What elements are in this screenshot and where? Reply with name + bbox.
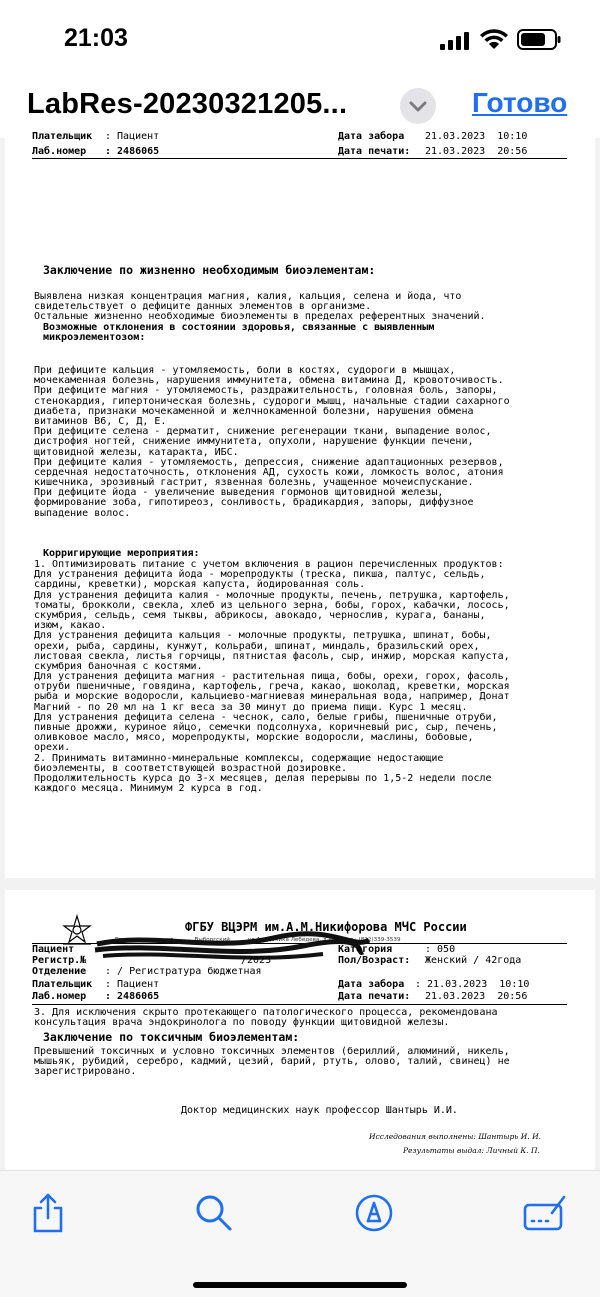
text-line: 3. Для исключения скрыто протекающего патологического процесса, рекомендована: [34, 1007, 498, 1018]
text-line: диабета, признаки мочекаменной и желчнокаменной болезни, нарушения обмена: [34, 405, 474, 417]
text-line: стенокардия, гипертоническая болезнь, судороги мышц, начальные стадии сахарного: [34, 395, 510, 407]
bottom-toolbar: [0, 1170, 600, 1297]
text-line: скумбрия баночная с костями.: [34, 660, 203, 672]
text-line: Выявлена низкая концентрация магния, калия, кальция, селена и йода, что: [34, 291, 462, 302]
text-line: Для устранения дефицита кальция - молочные продукты, петрушка, шпинат, бобы,: [34, 630, 492, 642]
text-line: орехи.: [34, 742, 71, 754]
edit-icon[interactable]: [522, 1191, 566, 1235]
text-line: скумбрия, сельдь, семя тыквы, абрикосы, авокадо, чернослив, курага, бананы,: [34, 609, 486, 621]
text-line: орехи, рыба, сардины, кунжут, кольраби, шпинат, миндаль, бразильский орех,: [34, 640, 480, 652]
text-line: Превышений токсичных и условно токсичных элементов (бериллий, алюминий, никель,: [34, 1046, 510, 1057]
text-line: кишечника, эрозивный гастрит, язвенная болезнь, учащенное мочеиспускание.: [34, 477, 474, 489]
text-line: витаминов В6, С, Д, Е.: [34, 415, 167, 427]
text-line: При дефиците йода - увеличение выведения гормонов щитовидной железы,: [34, 487, 444, 499]
text-line: томаты, брокколи, свекла, хлеб из цельного зерна, бобы, горох, кабачки, лосось,: [34, 599, 510, 611]
text-line: Продолжительность курса до 3-х месяцев, делая перерывы по 1,5-2 недели после: [34, 772, 492, 784]
status-time: 21:03: [64, 24, 128, 52]
text-line: каждого месяца. Минимум 2 курса в год.: [34, 783, 263, 795]
text-line: Возможные отклонения в состоянии здоровья, связанные с выявленным: [43, 322, 435, 333]
header-divider: [32, 1004, 567, 1005]
text-line: свидетельствует о дефиците данных элементов в организме.: [34, 301, 372, 313]
issued-by: Результаты выдал: Личный К. П.: [403, 1146, 540, 1155]
category-value: : 050: [425, 944, 456, 955]
deviations-text: [34, 366, 574, 519]
text-line: изюм, какао.: [34, 620, 107, 632]
print-date-label: Дата печати:: [338, 146, 411, 157]
done-button[interactable]: Готово: [472, 87, 568, 118]
home-indicator: [193, 1282, 407, 1288]
text-line: Для устранения дефицита селена - чеснок, сало, белые грибы, пшеничные отруби,: [34, 711, 498, 723]
category-label: Категория: [338, 944, 393, 955]
nav-bar: [0, 78, 600, 138]
measures-title: Корригирующие мероприятия:: [43, 548, 200, 559]
text-line: оливковое масло, мясо, морепродукты, морские водоросли, маслины, бобовые,: [34, 732, 474, 744]
toxic-text: [34, 1047, 574, 1078]
battery-icon: [517, 29, 561, 50]
markup-icon[interactable]: [352, 1191, 396, 1235]
measures-text: [34, 560, 574, 794]
text-line: Остальные жизненно необходимые биоэлементы в пределах референтных значений.: [34, 311, 486, 323]
department-value: : / Регистратура бюджетная: [105, 966, 262, 977]
text-line: мышьяк, рубидий, серебро, кадмий, цезий, барий, ртуть, олово, талий, свинец) не: [34, 1056, 510, 1068]
text-line: Для устранения дефицита калия - молочные продукты, печень, петрушка, картофель,: [34, 589, 510, 601]
text-line: При дефиците селена - дерматит, снижение регенерации ткани, выпадение волос,: [34, 426, 492, 438]
text-line: мочекаменная болезнь, нарушения иммунитета, обмена витамина Д, кровоточивость.: [34, 375, 504, 387]
sex-age-label: Пол/Возраст:: [338, 955, 411, 966]
print-date-label: Дата печати:: [338, 991, 411, 1002]
lab-number-value: : 2486065: [105, 991, 160, 1002]
sample-date-value: : 21.03.2023 10:10: [415, 979, 530, 990]
lab-number-value: : 2486065: [105, 146, 160, 157]
text-line: отруби пшеничные, говядина, картофель, греча, какао, шоколад, креветки, морская: [34, 681, 510, 693]
text-line: Магний - по 20 мл на 1 кг веса за 30 минут до приема пищи. Курс 1 месяц.: [34, 701, 468, 713]
lab-number-label: Лаб.номер: [32, 991, 87, 1002]
text-line: сердечная недостаточность, отклонения АД, сухость кожи, ломкость волос, атония: [34, 466, 504, 478]
title-menu-button[interactable]: [400, 88, 436, 124]
text-line: 2. Принимать витаминно-минеральные комплексы, содержащие недостающие: [34, 752, 444, 764]
header-divider: [32, 158, 567, 159]
lab-number-label: Лаб.номер: [32, 146, 87, 157]
text-line: Для устранения дефицита магния - растительная пища, бобы, орехи, горох, фасоль,: [34, 671, 510, 683]
text-line: При дефиците калия - утомляемость, депрессия, снижение адаптационных резервов,: [34, 456, 504, 468]
text-line: зарегистрировано.: [34, 1066, 137, 1078]
registry-label: Регистр.№: [32, 955, 87, 966]
organization-address: Россия, г. , ул Выборгский ул.Академика Лебедева, д.4/2 тел.: (812)339-3539: [115, 937, 401, 943]
cellular-signal-icon: [440, 32, 470, 50]
text-line: биоэлементы, в соответствующей возрастной дозировке.: [34, 762, 348, 774]
text-line: При дефиците кальция - утомляемость, боли в костях, судороги в мышцах,: [34, 365, 456, 376]
registry-value: /2023: [241, 955, 272, 966]
text-line: формирование зоба, гипотиреоз, сонливость, брадикардия, запоры, диффузное: [34, 497, 474, 509]
sample-date-label: Дата забора: [338, 131, 405, 142]
print-date-value: 21.03.2023 20:56: [425, 991, 528, 1002]
document-title: LabRes-20230321205...: [27, 88, 348, 120]
document-page-1: [5, 131, 595, 878]
toxic-title: Заключение по токсичным биоэлементам:: [43, 1030, 300, 1044]
performed-by: Исследования выполнены: Шантырь И. И.: [369, 1132, 542, 1141]
redaction-scribble: [93, 930, 373, 966]
text-line: пивные дрожжи, куриное яйцо, семечки подсолнуха, коричневый рис, сыр, печень,: [34, 722, 498, 733]
sample-date-value: 21.03.2023 10:10: [425, 131, 528, 142]
text-line: щитовидной железы, катаракта, ИБС.: [34, 446, 239, 458]
doctor-line: Доктор медицинских наук профессор Шантырь И.И.: [181, 1105, 458, 1116]
conclusion-title: Заключение по жизненно необходимым биоэлементам:: [43, 263, 376, 277]
wifi-icon: [480, 29, 508, 50]
text-line: рыба и морские водоросли, кальциево-магниевая минеральная вода, например, Донат: [34, 691, 510, 703]
document-page-2: [5, 890, 595, 1170]
share-icon[interactable]: [26, 1191, 70, 1235]
text-line: консультация врача эндокринолога по поводу функции щитовидной железы.: [34, 1017, 450, 1029]
sex-age-value: Женский / 42года: [425, 955, 522, 966]
search-icon[interactable]: [192, 1191, 236, 1235]
text-line: дистрофия ногтей, снижение иммунитета, опухоли, нарушение функции печени,: [34, 436, 474, 448]
department-label: Отделение: [32, 966, 87, 977]
sample-date-label: Дата забора: [338, 979, 405, 990]
deviations-title: [43, 323, 583, 343]
conclusion-text: [34, 292, 574, 323]
item3-text: [34, 1008, 574, 1028]
chevron-down-icon: [400, 88, 436, 124]
text-line: При дефиците магния - утомляемость, раздражительность, головная боль, запоры,: [34, 385, 498, 397]
status-bar: [0, 0, 600, 78]
organization-name: ФГБУ ВЦЭРМ им.А.М.Никифорова МЧС России: [185, 920, 467, 934]
payer-label: Плательщик: [32, 131, 93, 142]
payer-value: : Пациент: [105, 979, 160, 990]
text-line: Для устранения дефицита йода - морепродукты (треска, пикша, палтус, сельдь,: [34, 569, 486, 581]
text-line: сардины, креветки), морская капуста, йодированная соль.: [34, 579, 366, 591]
patient-label: Пациент: [32, 944, 75, 955]
text-line: 1. Оптимизировать питание с учетом включения в рацион перечисленных продуктов:: [34, 559, 504, 570]
text-line: листовая свекла, листья горчицы, пятнистая фасоль, сыр, инжир, морская капуста,: [34, 650, 510, 662]
text-line: выпадение волос.: [34, 507, 131, 519]
payer-label: Плательщик: [32, 979, 93, 990]
payer-value: : Пациент: [105, 131, 160, 142]
print-date-value: 21.03.2023 20:56: [425, 146, 528, 157]
text-line: микроэлементозом:: [43, 332, 146, 344]
